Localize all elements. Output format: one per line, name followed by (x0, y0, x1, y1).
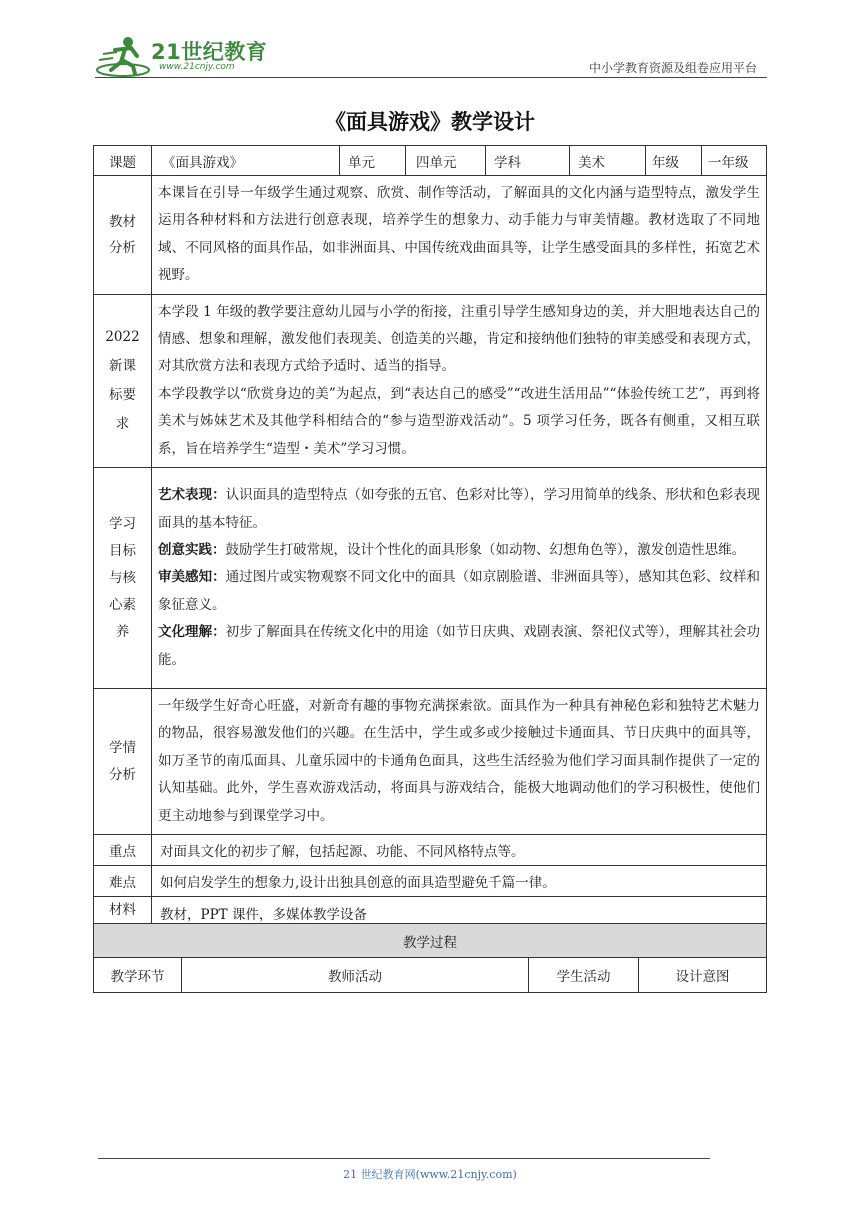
page-header (95, 30, 767, 78)
student-analysis-text: 一年级学生好奇心旺盛，对新奇有趣的事物充满探索欲。面具作为一种具有神秘色彩和独特艺术魅力的物品，很容易激发他们的兴趣。在生活中，学生或多或少接触过卡通面具、节日庆典中的面具等，如万圣节的南瓜面具、儿童乐园中的卡通角色面具，这些生活经验为他们学习面具制作提供了一定的认知基础。此外，学生喜欢游戏活动，将面具与游戏结合，能极大地调动他们的学习积极性，使他们更主动地参与到课堂学习中。 (152, 689, 767, 835)
process-table (93, 923, 767, 993)
subject-value: 美术 (570, 146, 646, 176)
curriculum-row (94, 294, 767, 467)
process-col-teacher: 教师活动 (182, 958, 529, 993)
material-analysis-text: 本课旨在引导一年级学生通过观察、欣赏、制作等活动，了解面具的文化内涵与造型特点，激发学生运用各种材料和方法进行创意表现，培养学生的想象力、动手能力与审美情趣。教材选取了不同地域、不同风格的面具作品，如非洲面具、中国传统戏曲面具等，让学生感受面具的多样性，拓宽艺术视野。 (152, 176, 767, 295)
objective-key: 文化理解： (158, 624, 226, 641)
curriculum-para-2: 本学段教学以“欣赏身边的美”为起点，到“表达自己的感受”“改进生活用品”“体验传统工艺”，再到将美术与姊妹艺术及其他学科相结合的“参与造型游戏活动”。5 项学习任务，既各有侧重，又相互联系，旨在培养学生“造型・美术”学习习惯。 (158, 385, 760, 457)
process-heading: 教学过程 (94, 924, 767, 958)
platform-name: 中小学教育资源及组卷应用平台 (588, 61, 757, 75)
lesson-table (93, 145, 767, 952)
objective-text: 通过图片或实物观察不同文化中的面具（如京剧脸谱、非洲面具等），感知其色彩、纹样和象征意义。 (158, 569, 761, 613)
curriculum-para-1: 本学段 1 年级的教学要注意幼儿园与小学的衔接，注重引导学生感知身边的美，并大胆地表达自己的情感、想象和理解，激发他们表现美、创造美的兴趣，肯定和接纳他们独特的审美感受和表现方式，对其欣赏方法和表现方式给予适时、适当的指导。 (158, 303, 760, 375)
objective-text: 认识面具的造型特点（如夸张的五官、色彩对比等），学习用简单的线条、形状和色彩表现面具的基本特征。 (158, 487, 761, 531)
logo-text: 21世纪教育 (151, 40, 268, 64)
objective-text: 鼓励学生打破常规，设计个性化的面具形象（如动物、幻想角色等），激发创造性思维。 (225, 541, 746, 558)
material-analysis-row (94, 176, 767, 295)
objective-item (158, 537, 760, 564)
objective-item (158, 619, 760, 674)
student-analysis-label-text: 学情分析 (109, 739, 136, 783)
objectives-list (152, 468, 767, 689)
curriculum-text (152, 294, 767, 467)
difficulty-text: 如何启发学生的想象力,设计出独具创意的面具造型避免千篇一律。 (152, 866, 767, 897)
objectives-label-text: 学习目标与核心素养 (109, 515, 136, 640)
footer-divider (98, 1158, 710, 1159)
process-col-intent: 设计意图 (639, 958, 767, 993)
key-point-label: 重点 (94, 835, 152, 866)
process-col-student: 学生活动 (529, 958, 639, 993)
unit-label: 单元 (340, 146, 406, 176)
process-col-stage: 教学环节 (94, 958, 182, 993)
objective-key: 艺术表现： (158, 487, 226, 504)
objective-text: 初步了解面具在传统文化中的用途（如节日庆典、戏剧表演、祭祀仪式等），理解其社会功能。 (158, 624, 761, 668)
objectives-row (94, 468, 767, 689)
subject-label: 学科 (486, 146, 570, 176)
curriculum-label-text: 2022新课标要求 (105, 328, 140, 432)
student-analysis-label (94, 689, 152, 835)
grade-label: 年级 (646, 146, 702, 176)
difficulty-row (94, 866, 767, 897)
objective-item (158, 564, 760, 619)
student-analysis-row (94, 689, 767, 835)
objectives-label (94, 468, 152, 689)
process-columns-row (94, 958, 767, 993)
site-logo[interactable] (95, 34, 268, 78)
curriculum-label (94, 294, 152, 467)
objective-key: 创意实践： (158, 541, 226, 558)
topic-label: 课题 (94, 146, 152, 176)
info-row (94, 146, 767, 176)
page-title: 《面具游戏》教学设计 (325, 109, 535, 134)
difficulty-label: 难点 (94, 866, 152, 897)
key-point-text: 对面具文化的初步了解，包括起源、功能、不同风格特点等。 (152, 835, 767, 866)
objective-key: 审美感知： (158, 569, 226, 586)
objective-item (158, 482, 760, 537)
key-point-row (94, 835, 767, 866)
footer-link[interactable]: 21 世纪教育网(www.21cnjy.com) (343, 1168, 517, 1181)
runner-icon (95, 34, 151, 78)
material-analysis-label-text: 教材分析 (109, 213, 136, 256)
topic-value: 《面具游戏》 (152, 146, 340, 176)
material-analysis-label (94, 176, 152, 295)
grade-value: 一年级 (702, 146, 767, 176)
materials-text: 教材，PPT 课件，多媒体教学设备 (152, 897, 767, 952)
logo-url: www.21cnjy.com (159, 62, 235, 72)
unit-value: 四单元 (406, 146, 486, 176)
materials-label-text: 材料准备 (109, 902, 136, 946)
process-heading-row (94, 924, 767, 958)
header-divider (95, 77, 767, 78)
